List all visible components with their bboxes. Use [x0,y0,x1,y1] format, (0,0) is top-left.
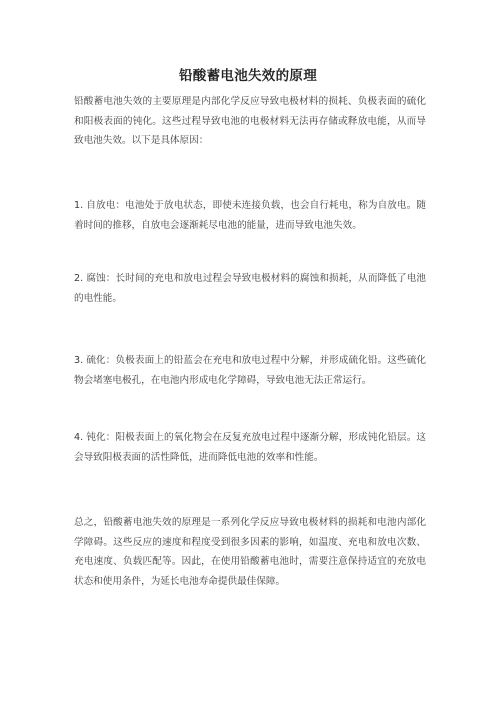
cause-corrosion-paragraph: 2. 腐蚀：长时间的充电和放电过程会导致电极材料的腐蚀和损耗，从而降低了电池的电性能。 [74,273,426,304]
cause-passivation-paragraph: 4. 钝化：阳极表面上的氧化物会在反复充放电过程中逐渐分解，形成钝化铅层。这会导致阳极表面的活性降低，进而降低电池的效率和性能。 [74,432,426,463]
intro-paragraph: 铅酸蓄电池失效的主要原理是内部化学反应导致电极材料的损耗、负极表面的硫化和阳极表面的钝化。这些过程导致电池的电极材料无法再存储或释放电能，从而导致电池失效。以下是具体原因： [74,96,426,146]
cause-sulfation-paragraph: 3. 硫化：负极表面上的铅蓝会在充电和放电过程中分解，并形成硫化铅。这些硫化物会堵塞电极孔，在电池内形成电化学障碍，导致电池无法正常运行。 [74,355,426,386]
document-title: 铅酸蓄电池失效的原理 [179,68,317,84]
cause-self-discharge-paragraph: 1. 自放电：电池处于放电状态，即使未连接负载，也会自行耗电，称为自放电。随着时间的推移，自放电会逐渐耗尽电池的能量，进而导致电池失效。 [74,200,426,231]
summary-paragraph: 总之，铅酸蓄电池失效的原理是一系列化学反应导致电极材料的损耗和电池内部化学障碍。这些反应的速度和程度受到很多因素的影响，如温度、充电和放电次数、充电速度、负载匹配等。因此，在使用铅酸蓄电池时，需要注意保持适宜的充放电状态和使用条件，为延长电池寿命提供最佳保障。 [74,517,426,587]
